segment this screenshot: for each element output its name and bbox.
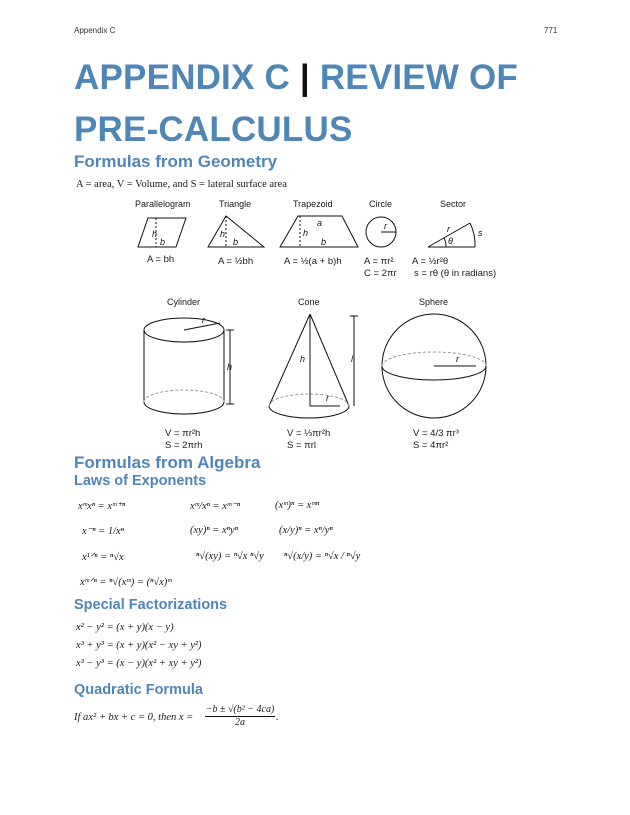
quadratic-condition: If ax² + bx + c = 0, then x = bbox=[74, 712, 194, 723]
page-title-line2: PRE-CALCULUS bbox=[74, 110, 353, 149]
exponent-law-8: ⁿ√(xy) = ⁿ√x ⁿ√y bbox=[196, 551, 264, 562]
exponent-law-1: xᵐxⁿ = xᵐ⁺ⁿ bbox=[78, 501, 126, 512]
circle-r-label: r bbox=[384, 221, 387, 231]
trapezoid-formula: A = ½(a + b)h bbox=[284, 256, 342, 267]
factorization-sum-cubes: x³ + y³ = (x + y)(x² − xy + y²) bbox=[76, 640, 202, 651]
sector-area-formula: A = ½r²θ bbox=[412, 256, 449, 267]
quadratic-period: . bbox=[276, 712, 279, 723]
exponent-law-5: (xy)ⁿ = xⁿyⁿ bbox=[190, 525, 238, 536]
parallelogram-shape bbox=[138, 218, 186, 247]
triangle-formula: A = ½bh bbox=[218, 256, 254, 267]
cylinder-volume-formula: V = πr²h bbox=[165, 428, 201, 439]
sector-theta-label: θ bbox=[448, 236, 453, 246]
quadratic-numerator: −b ± √(b² − 4ca) bbox=[205, 704, 275, 715]
parallelogram-b-label: b bbox=[160, 237, 166, 247]
trapezoid-shape bbox=[280, 216, 358, 247]
cylinder-h-label: h bbox=[227, 362, 233, 372]
parallelogram-h-label: h bbox=[152, 229, 158, 239]
sphere-shape bbox=[382, 314, 486, 418]
cone-shape bbox=[269, 314, 358, 418]
geometry-definitions: A = area, V = Volume, and S = lateral surface area bbox=[76, 179, 287, 190]
title-appendix: APPENDIX C bbox=[74, 58, 290, 97]
parallelogram-formula: A = bh bbox=[147, 254, 175, 265]
sector-r-label: r bbox=[447, 224, 450, 234]
exponent-law-9: ⁿ√(x/y) = ⁿ√x / ⁿ√y bbox=[284, 551, 361, 562]
title-separator: | bbox=[299, 58, 310, 97]
cone-h-label: h bbox=[300, 354, 306, 364]
circle-circumference-formula: C = 2πr bbox=[364, 268, 397, 279]
trapezoid-h-label: h bbox=[303, 228, 309, 238]
cylinder-r-label: r bbox=[202, 315, 205, 325]
running-header-left: Appendix C bbox=[74, 26, 116, 35]
cone-l-label: l bbox=[351, 354, 353, 364]
exponent-law-6: (x/y)ⁿ = xⁿ/yⁿ bbox=[279, 525, 333, 536]
cone-name: Cone bbox=[298, 297, 320, 307]
page-title-line1 bbox=[74, 58, 518, 98]
algebra-heading: Formulas from Algebra bbox=[74, 453, 261, 472]
cone-surface-formula: S = πrl bbox=[287, 440, 316, 451]
exponent-law-2: xᵐ/xⁿ = xᵐ⁻ⁿ bbox=[190, 501, 241, 512]
sector-s-label: s bbox=[478, 228, 483, 238]
title-review: REVIEW OF bbox=[319, 58, 519, 97]
trapezoid-b-label: b bbox=[321, 237, 327, 247]
cylinder-name: Cylinder bbox=[167, 297, 201, 307]
factorizations-heading: Special Factorizations bbox=[74, 597, 228, 613]
factorization-difference-cubes: x³ − y³ = (x − y)(x² + xy + y²) bbox=[76, 658, 202, 669]
page-number: 771 bbox=[544, 26, 558, 35]
sector-name: Sector bbox=[440, 199, 467, 209]
solid-shapes-figure bbox=[130, 308, 510, 428]
cone-volume-formula: V = ⅓πr²h bbox=[287, 428, 331, 439]
quadratic-fraction bbox=[205, 704, 275, 728]
sphere-surface-formula: S = 4πr² bbox=[413, 440, 449, 451]
quadratic-denominator: 2a bbox=[235, 717, 245, 728]
sphere-r-label: r bbox=[456, 354, 459, 364]
quadratic-heading: Quadratic Formula bbox=[74, 682, 203, 698]
circle-shape bbox=[366, 217, 396, 247]
plane-shapes-figure bbox=[130, 210, 500, 258]
geometry-heading: Formulas from Geometry bbox=[74, 152, 278, 171]
exponent-law-3: (xᵐ)ⁿ = xᵐⁿ bbox=[275, 500, 320, 511]
sphere-name: Sphere bbox=[419, 297, 449, 307]
exponent-law-10: xᵐᐟⁿ = ⁿ√(xᵐ) = (ⁿ√x)ᵐ bbox=[80, 577, 172, 588]
factorization-difference-squares: x² − y² = (x + y)(x − y) bbox=[76, 622, 174, 633]
triangle-name: Triangle bbox=[219, 199, 252, 209]
circle-area-formula: A = πr² bbox=[364, 256, 394, 267]
triangle-b-label: b bbox=[233, 237, 239, 247]
cone-r-label: r bbox=[326, 393, 329, 403]
cylinder-surface-formula: S = 2πrh bbox=[165, 440, 203, 451]
sector-arc-formula: s = rθ (θ in radians) bbox=[414, 268, 497, 279]
exponents-heading: Laws of Exponents bbox=[74, 473, 207, 489]
circle-name: Circle bbox=[369, 199, 393, 209]
triangle-h-label: h bbox=[220, 229, 226, 239]
trapezoid-name: Trapezoid bbox=[293, 199, 333, 209]
sector-shape bbox=[428, 223, 483, 247]
triangle-shape bbox=[208, 216, 264, 247]
parallelogram-name: Parallelogram bbox=[135, 199, 191, 209]
exponent-law-7: x¹ᐟⁿ = ⁿ√x bbox=[82, 552, 124, 563]
trapezoid-a-label: a bbox=[317, 218, 323, 228]
sphere-volume-formula: V = 4/3 πr³ bbox=[413, 428, 459, 439]
exponent-law-4: x⁻ⁿ = 1/xⁿ bbox=[82, 526, 124, 537]
cylinder-shape bbox=[144, 315, 234, 414]
